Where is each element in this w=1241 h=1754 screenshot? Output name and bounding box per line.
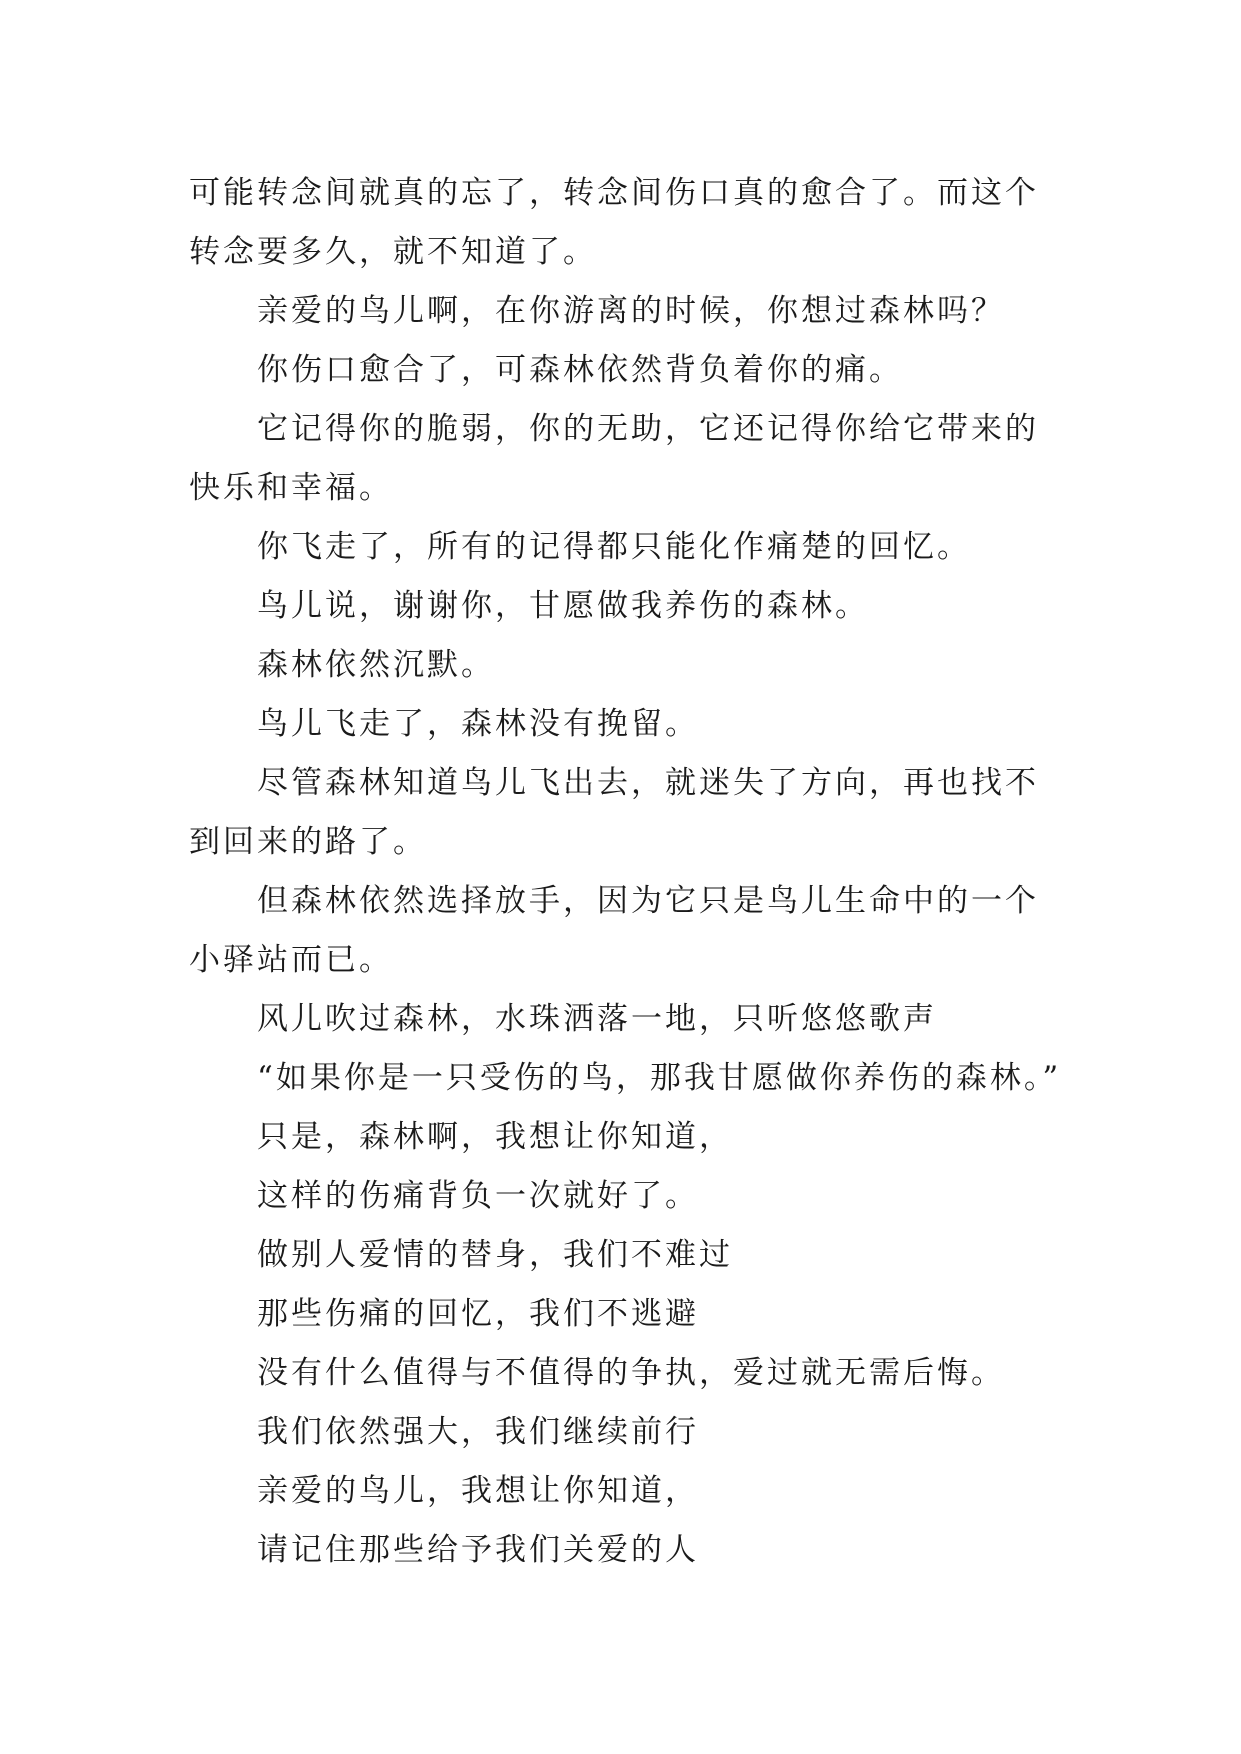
- paragraph: 你伤口愈合了，可森林依然背负着你的痛。: [257, 352, 903, 388]
- paragraph: 鸟儿说，谢谢你，甘愿做我养伤的森林。: [257, 588, 869, 624]
- paragraph: 森林依然沉默。: [257, 647, 495, 683]
- paragraph: 你飞走了，所有的记得都只能化作痛楚的回忆。: [257, 529, 971, 565]
- paragraph: 这样的伤痛背负一次就好了。: [257, 1178, 699, 1214]
- paragraph: 风儿吹过森林，水珠洒落一地，只听悠悠歌声: [257, 1001, 937, 1037]
- paragraph: 尽管森林知道鸟儿飞出去，就迷失了方向，再也找不到回来的路了。: [189, 765, 1039, 860]
- paragraph: 只是，森林啊，我想让你知道，: [257, 1119, 733, 1155]
- paragraph: 那些伤痛的回忆，我们不逃避: [257, 1296, 699, 1332]
- paragraph: 请记住那些给予我们关爱的人: [257, 1532, 699, 1568]
- paragraph: 它记得你的脆弱，你的无助，它还记得你给它带来的快乐和幸福。: [189, 411, 1039, 506]
- paragraph-continuation: 可能转念间就真的忘了，转念间伤口真的愈合了。而这个转念要多久，就不知道了。: [189, 175, 1039, 270]
- document-body: [189, 164, 1062, 1580]
- paragraph: 鸟儿飞走了，森林没有挽留。: [257, 706, 699, 742]
- paragraph: 我们依然强大，我们继续前行: [257, 1414, 699, 1450]
- paragraph: 做别人爱情的替身，我们不难过: [257, 1237, 733, 1273]
- paragraph: 没有什么值得与不值得的争执，爱过就无需后悔。: [257, 1355, 1005, 1391]
- quote-paragraph: “如果你是一只受伤的鸟，那我甘愿做你养伤的森林。”: [257, 1060, 1062, 1096]
- paragraph: 亲爱的鸟儿啊，在你游离的时候，你想过森林吗？: [257, 293, 1005, 329]
- paragraph: 但森林依然选择放手，因为它只是鸟儿生命中的一个小驿站而已。: [189, 883, 1039, 978]
- paragraph: 亲爱的鸟儿，我想让你知道，: [257, 1473, 699, 1509]
